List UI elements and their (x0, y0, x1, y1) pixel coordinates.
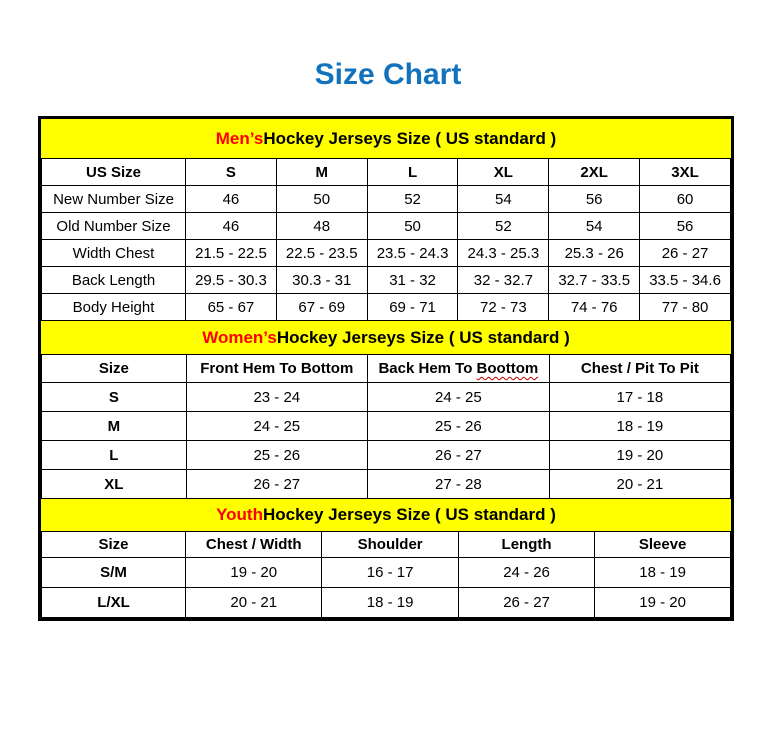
youth-cell: 20 - 21 (186, 588, 322, 618)
youth-row-label: S/M (42, 558, 186, 588)
mens-cell: 56 (549, 186, 640, 213)
womens-cell: 18 - 19 (549, 412, 730, 441)
womens-cell: 25 - 26 (186, 441, 367, 470)
mens-cell: 56 (640, 213, 731, 240)
mens-cell: 21.5 - 22.5 (186, 240, 277, 267)
womens-cell: 19 - 20 (549, 441, 730, 470)
womens-size-table (41, 354, 731, 499)
mens-cell: 54 (458, 186, 549, 213)
youth-col-header-chest: Chest / Width (186, 532, 322, 558)
mens-cell: 50 (367, 213, 458, 240)
youth-col-header-sleeve: Sleeve (595, 532, 731, 558)
mens-cell: 31 - 32 (367, 267, 458, 294)
table-row (42, 412, 731, 441)
mens-col-header-us-size: US Size (42, 159, 186, 186)
mens-row-label: New Number Size (42, 186, 186, 213)
youth-heading-rest: Hockey Jerseys Size ( US standard ) (262, 505, 556, 524)
table-row (42, 294, 731, 321)
mens-cell: 72 - 73 (458, 294, 549, 321)
table-row (42, 186, 731, 213)
mens-cell: 22.5 - 23.5 (276, 240, 367, 267)
mens-cell: 52 (367, 186, 458, 213)
mens-cell: 54 (549, 213, 640, 240)
youth-cell: 19 - 20 (595, 588, 731, 618)
womens-row-label: S (42, 383, 187, 412)
womens-cell: 23 - 24 (186, 383, 367, 412)
mens-cell: 46 (186, 186, 277, 213)
mens-cell: 60 (640, 186, 731, 213)
youth-cell: 16 - 17 (322, 558, 458, 588)
size-chart-page (0, 56, 776, 621)
mens-row-label: Old Number Size (42, 213, 186, 240)
mens-cell: 48 (276, 213, 367, 240)
mens-cell: 29.5 - 30.3 (186, 267, 277, 294)
table-row (42, 441, 731, 470)
womens-header-row (42, 355, 731, 383)
youth-cell: 19 - 20 (186, 558, 322, 588)
mens-row-label: Width Chest (42, 240, 186, 267)
mens-cell: 26 - 27 (640, 240, 731, 267)
womens-cell: 17 - 18 (549, 383, 730, 412)
womens-row-label: M (42, 412, 187, 441)
table-row (42, 558, 731, 588)
mens-size-table (41, 158, 731, 321)
womens-cell: 20 - 21 (549, 470, 730, 499)
mens-section-heading (41, 119, 731, 158)
table-row (42, 383, 731, 412)
mens-cell: 30.3 - 31 (276, 267, 367, 294)
mens-cell: 77 - 80 (640, 294, 731, 321)
youth-heading-highlight: Youth (216, 505, 263, 524)
mens-cell: 32.7 - 33.5 (549, 267, 640, 294)
mens-col-header-xl: XL (458, 159, 549, 186)
youth-col-header-length: Length (458, 532, 594, 558)
womens-col-back-prefix: Back Hem To (378, 360, 477, 377)
mens-heading-highlight: Men’s (215, 128, 264, 148)
mens-cell: 69 - 71 (367, 294, 458, 321)
womens-section-heading (41, 321, 731, 354)
mens-row-label: Back Length (42, 267, 186, 294)
womens-cell: 26 - 27 (367, 441, 549, 470)
mens-cell: 50 (276, 186, 367, 213)
mens-header-row (42, 159, 731, 186)
table-row (42, 240, 731, 267)
womens-cell: 26 - 27 (186, 470, 367, 499)
youth-cell: 18 - 19 (322, 588, 458, 618)
mens-col-header-2xl: 2XL (549, 159, 640, 186)
womens-cell: 24 - 25 (367, 383, 549, 412)
mens-cell: 24.3 - 25.3 (458, 240, 549, 267)
page-title: Size Chart (314, 58, 462, 91)
mens-col-header-l: L (367, 159, 458, 186)
mens-col-header-m: M (276, 159, 367, 186)
youth-cell: 24 - 26 (458, 558, 594, 588)
youth-cell: 18 - 19 (595, 558, 731, 588)
mens-cell: 74 - 76 (549, 294, 640, 321)
misspelled-word-squiggle: Boottom (476, 360, 539, 377)
mens-heading-rest: Hockey Jerseys Size ( US standard ) (263, 128, 557, 148)
mens-cell: 25.3 - 26 (549, 240, 640, 267)
mens-cell: 23.5 - 24.3 (367, 240, 458, 267)
mens-cell: 52 (458, 213, 549, 240)
mens-col-header-s: S (186, 159, 277, 186)
youth-header-row (42, 532, 731, 558)
table-row (42, 470, 731, 499)
womens-cell: 24 - 25 (186, 412, 367, 441)
womens-col-header-chest: Chest / Pit To Pit (549, 355, 730, 383)
womens-col-header-size: Size (42, 355, 187, 383)
youth-section-heading (41, 499, 731, 531)
mens-col-header-3xl: 3XL (640, 159, 731, 186)
womens-heading-highlight: Women’s (202, 327, 277, 347)
womens-row-label: L (42, 441, 187, 470)
womens-col-header-front: Front Hem To Bottom (186, 355, 367, 383)
mens-cell: 67 - 69 (276, 294, 367, 321)
mens-cell: 32 - 32.7 (458, 267, 549, 294)
size-chart-table (38, 116, 734, 621)
mens-cell: 46 (186, 213, 277, 240)
table-row (42, 213, 731, 240)
table-row (42, 588, 731, 618)
womens-cell: 27 - 28 (367, 470, 549, 499)
mens-row-label: Body Height (42, 294, 186, 321)
mens-cell: 33.5 - 34.6 (640, 267, 731, 294)
youth-size-table (41, 531, 731, 618)
mens-cell: 65 - 67 (186, 294, 277, 321)
table-row (42, 267, 731, 294)
womens-col-header-back (367, 355, 549, 383)
womens-heading-rest: Hockey Jerseys Size ( US standard ) (276, 327, 570, 347)
womens-cell: 25 - 26 (367, 412, 549, 441)
youth-cell: 26 - 27 (458, 588, 594, 618)
youth-col-header-size: Size (42, 532, 186, 558)
youth-col-header-shoulder: Shoulder (322, 532, 458, 558)
womens-row-label: XL (42, 470, 187, 499)
youth-row-label: L/XL (42, 588, 186, 618)
